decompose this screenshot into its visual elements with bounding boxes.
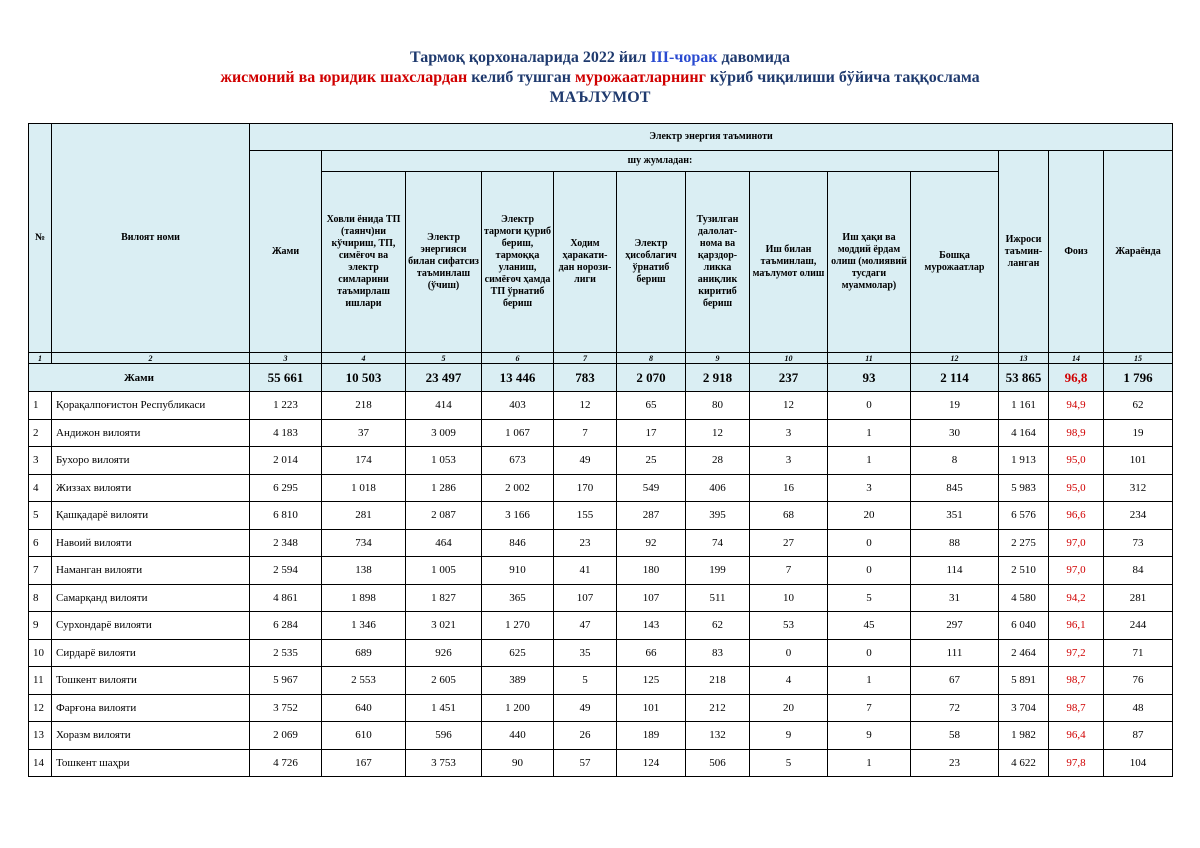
value-cell: 3 (750, 447, 828, 475)
value-cell: 414 (406, 392, 482, 420)
value-cell: 74 (686, 529, 750, 557)
column-number: 14 (1049, 353, 1104, 364)
col-7-header: Ходим ҳаракати-дан норози-лиги (554, 172, 617, 353)
value-cell: 351 (911, 502, 999, 530)
value-cell: 62 (1104, 392, 1173, 420)
value-cell: 1 451 (406, 694, 482, 722)
value-cell: 12 (750, 392, 828, 420)
col-8-header: Электр ҳисоблагич ўрнатиб бериш (617, 172, 686, 353)
region-name: Самарқанд вилояти (52, 584, 250, 612)
value-cell: 281 (1104, 584, 1173, 612)
row-number: 4 (29, 474, 52, 502)
value-cell: 1 018 (322, 474, 406, 502)
value-cell: 1 286 (406, 474, 482, 502)
value-cell: 2 464 (999, 639, 1049, 667)
row-number: 6 (29, 529, 52, 557)
row-number: 14 (29, 749, 52, 777)
value-cell: 7 (828, 694, 911, 722)
col-region-header: Вилоят номи (52, 124, 250, 353)
title-quarter: III-чорак (650, 49, 718, 66)
value-cell: 440 (482, 722, 554, 750)
value-cell: 0 (828, 639, 911, 667)
percent-cell: 98,7 (1049, 694, 1104, 722)
table-row (29, 694, 1173, 722)
value-cell: 6 040 (999, 612, 1049, 640)
region-name: Фарғона вилояти (52, 694, 250, 722)
percent-cell: 97,0 (1049, 529, 1104, 557)
value-cell: 26 (554, 722, 617, 750)
column-number: 13 (999, 353, 1049, 364)
col-9-header: Тузилган далолат-нома ва қарздор-ликка аниқлик киритиб бериш (686, 172, 750, 353)
total-cell: 10 503 (322, 364, 406, 392)
row-number: 2 (29, 419, 52, 447)
value-cell: 48 (1104, 694, 1173, 722)
value-cell: 4 861 (250, 584, 322, 612)
value-cell: 90 (482, 749, 554, 777)
region-name: Наманган вилояти (52, 557, 250, 585)
column-number: 7 (554, 353, 617, 364)
value-cell: 3 (750, 419, 828, 447)
value-cell: 2 594 (250, 557, 322, 585)
value-cell: 1 (828, 419, 911, 447)
total-row (29, 364, 1173, 392)
value-cell: 1 067 (482, 419, 554, 447)
value-cell: 66 (617, 639, 686, 667)
region-name: Хоразм вилояти (52, 722, 250, 750)
value-cell: 2 535 (250, 639, 322, 667)
region-name: Навоий вилояти (52, 529, 250, 557)
value-cell: 549 (617, 474, 686, 502)
row-number: 5 (29, 502, 52, 530)
subgroup-header: шу жумладан: (322, 151, 999, 172)
table-row (29, 474, 1173, 502)
value-cell: 138 (322, 557, 406, 585)
column-number: 6 (482, 353, 554, 364)
value-cell: 68 (750, 502, 828, 530)
value-cell: 5 (828, 584, 911, 612)
percent-cell: 94,9 (1049, 392, 1104, 420)
value-cell: 287 (617, 502, 686, 530)
value-cell: 45 (828, 612, 911, 640)
value-cell: 12 (686, 419, 750, 447)
value-cell: 2 002 (482, 474, 554, 502)
value-cell: 73 (1104, 529, 1173, 557)
percent-cell: 96,6 (1049, 502, 1104, 530)
value-cell: 1 898 (322, 584, 406, 612)
value-cell: 511 (686, 584, 750, 612)
value-cell: 218 (686, 667, 750, 695)
value-cell: 464 (406, 529, 482, 557)
region-name: Тошкент шаҳри (52, 749, 250, 777)
row-number: 12 (29, 694, 52, 722)
value-cell: 5 891 (999, 667, 1049, 695)
table-row (29, 584, 1173, 612)
value-cell: 20 (828, 502, 911, 530)
value-cell: 180 (617, 557, 686, 585)
value-cell: 30 (911, 419, 999, 447)
value-cell: 8 (911, 447, 999, 475)
value-cell: 23 (911, 749, 999, 777)
percent-cell: 94,2 (1049, 584, 1104, 612)
col-in-process-header: Жараёнда (1104, 151, 1173, 353)
column-number: 10 (750, 353, 828, 364)
table-row (29, 722, 1173, 750)
title-appeals: мурожаатларнинг (575, 69, 706, 86)
value-cell: 5 (554, 667, 617, 695)
value-cell: 19 (911, 392, 999, 420)
value-cell: 596 (406, 722, 482, 750)
value-cell: 84 (1104, 557, 1173, 585)
value-cell: 4 183 (250, 419, 322, 447)
value-cell: 506 (686, 749, 750, 777)
value-cell: 845 (911, 474, 999, 502)
value-cell: 4 580 (999, 584, 1049, 612)
column-number: 15 (1104, 353, 1173, 364)
column-number-row (29, 353, 1173, 364)
table-row (29, 612, 1173, 640)
value-cell: 2 605 (406, 667, 482, 695)
column-number: 2 (52, 353, 250, 364)
row-number: 9 (29, 612, 52, 640)
value-cell: 0 (828, 392, 911, 420)
percent-cell: 97,8 (1049, 749, 1104, 777)
value-cell: 199 (686, 557, 750, 585)
region-name: Қорақалпоғистон Республикаси (52, 392, 250, 420)
value-cell: 88 (911, 529, 999, 557)
table-row (29, 392, 1173, 420)
value-cell: 218 (322, 392, 406, 420)
col-10-header: Иш билан таъминлаш, маълумот олиш (750, 172, 828, 353)
table-row (29, 557, 1173, 585)
value-cell: 2 348 (250, 529, 322, 557)
value-cell: 281 (322, 502, 406, 530)
total-cell: 1 796 (1104, 364, 1173, 392)
value-cell: 406 (686, 474, 750, 502)
value-cell: 5 967 (250, 667, 322, 695)
percent-cell: 98,9 (1049, 419, 1104, 447)
region-name: Андижон вилояти (52, 419, 250, 447)
col-5-header: Электр энергияси билан сифатсиз таъминлаш (ўчиш) (406, 172, 482, 353)
table-row (29, 749, 1173, 777)
table-row (29, 502, 1173, 530)
col-12-header: Бошқа мурожаатлар (911, 172, 999, 353)
value-cell: 62 (686, 612, 750, 640)
value-cell: 1 005 (406, 557, 482, 585)
value-cell: 689 (322, 639, 406, 667)
value-cell: 1 (828, 447, 911, 475)
value-cell: 365 (482, 584, 554, 612)
total-cell: 23 497 (406, 364, 482, 392)
title-subject: жисмоний ва юридик шахслардан (220, 69, 468, 86)
column-number: 4 (322, 353, 406, 364)
value-cell: 0 (750, 639, 828, 667)
value-cell: 1 053 (406, 447, 482, 475)
value-cell: 19 (1104, 419, 1173, 447)
value-cell: 10 (750, 584, 828, 612)
row-number: 7 (29, 557, 52, 585)
value-cell: 83 (686, 639, 750, 667)
value-cell: 5 983 (999, 474, 1049, 502)
percent-cell: 95,0 (1049, 474, 1104, 502)
title-text-end: давомида (717, 49, 790, 66)
row-number: 8 (29, 584, 52, 612)
value-cell: 155 (554, 502, 617, 530)
percent-cell: 95,0 (1049, 447, 1104, 475)
percent-cell: 97,2 (1049, 639, 1104, 667)
value-cell: 47 (554, 612, 617, 640)
value-cell: 1 982 (999, 722, 1049, 750)
column-number: 5 (406, 353, 482, 364)
value-cell: 312 (1104, 474, 1173, 502)
column-number: 12 (911, 353, 999, 364)
value-cell: 610 (322, 722, 406, 750)
percent-cell: 98,7 (1049, 667, 1104, 695)
group-header-electric-supply: Электр энергия таъминоти (250, 124, 1173, 151)
value-cell: 625 (482, 639, 554, 667)
value-cell: 1 223 (250, 392, 322, 420)
col-number-header: № (29, 124, 52, 353)
table-row (29, 419, 1173, 447)
value-cell: 17 (617, 419, 686, 447)
value-cell: 27 (750, 529, 828, 557)
row-number: 10 (29, 639, 52, 667)
value-cell: 7 (750, 557, 828, 585)
report-title-line-1 (0, 48, 1200, 68)
value-cell: 3 (828, 474, 911, 502)
value-cell: 4 164 (999, 419, 1049, 447)
value-cell: 3 021 (406, 612, 482, 640)
value-cell: 25 (617, 447, 686, 475)
value-cell: 174 (322, 447, 406, 475)
value-cell: 9 (750, 722, 828, 750)
value-cell: 107 (617, 584, 686, 612)
row-number: 13 (29, 722, 52, 750)
value-cell: 6 284 (250, 612, 322, 640)
table-row (29, 667, 1173, 695)
value-cell: 67 (911, 667, 999, 695)
value-cell: 403 (482, 392, 554, 420)
value-cell: 0 (828, 557, 911, 585)
value-cell: 4 (750, 667, 828, 695)
column-number: 8 (617, 353, 686, 364)
percent-cell: 96,4 (1049, 722, 1104, 750)
column-number: 3 (250, 353, 322, 364)
value-cell: 20 (750, 694, 828, 722)
value-cell: 87 (1104, 722, 1173, 750)
col-percent-header: Фоиз (1049, 151, 1104, 353)
region-name: Бухоро вилояти (52, 447, 250, 475)
value-cell: 0 (828, 529, 911, 557)
total-cell: 2 114 (911, 364, 999, 392)
value-cell: 49 (554, 447, 617, 475)
value-cell: 1 (828, 749, 911, 777)
value-cell: 1 270 (482, 612, 554, 640)
total-cell: 2 918 (686, 364, 750, 392)
value-cell: 640 (322, 694, 406, 722)
value-cell: 143 (617, 612, 686, 640)
value-cell: 65 (617, 392, 686, 420)
value-cell: 3 752 (250, 694, 322, 722)
value-cell: 395 (686, 502, 750, 530)
region-name: Сирдарё вилояти (52, 639, 250, 667)
percent-cell: 97,0 (1049, 557, 1104, 585)
report-title-line-2 (0, 68, 1200, 88)
region-name: Тошкент вилояти (52, 667, 250, 695)
table-row (29, 529, 1173, 557)
report-title-line-3: МАЪЛУМОТ (549, 89, 651, 106)
value-cell: 244 (1104, 612, 1173, 640)
total-cell: 2 070 (617, 364, 686, 392)
value-cell: 297 (911, 612, 999, 640)
value-cell: 9 (828, 722, 911, 750)
value-cell: 107 (554, 584, 617, 612)
value-cell: 3 009 (406, 419, 482, 447)
value-cell: 111 (911, 639, 999, 667)
value-cell: 2 275 (999, 529, 1049, 557)
col-total-header: Жами (250, 151, 322, 353)
value-cell: 104 (1104, 749, 1173, 777)
value-cell: 6 810 (250, 502, 322, 530)
value-cell: 4 726 (250, 749, 322, 777)
value-cell: 6 295 (250, 474, 322, 502)
value-cell: 3 704 (999, 694, 1049, 722)
appeals-table (28, 123, 1173, 777)
value-cell: 673 (482, 447, 554, 475)
value-cell: 125 (617, 667, 686, 695)
value-cell: 16 (750, 474, 828, 502)
column-number: 11 (828, 353, 911, 364)
value-cell: 167 (322, 749, 406, 777)
col-executed-header: Ижроси таъмин-ланган (999, 151, 1049, 353)
total-cell: 237 (750, 364, 828, 392)
value-cell: 2 553 (322, 667, 406, 695)
value-cell: 1 161 (999, 392, 1049, 420)
value-cell: 6 576 (999, 502, 1049, 530)
value-cell: 28 (686, 447, 750, 475)
title-text: Тармоқ қорхоналарида 2022 йил (410, 49, 651, 66)
value-cell: 53 (750, 612, 828, 640)
value-cell: 114 (911, 557, 999, 585)
table-row (29, 447, 1173, 475)
value-cell: 101 (617, 694, 686, 722)
value-cell: 31 (911, 584, 999, 612)
value-cell: 41 (554, 557, 617, 585)
title-text-tail: кўриб чиқилиши бўйича таққослама (705, 69, 980, 86)
value-cell: 12 (554, 392, 617, 420)
value-cell: 2 510 (999, 557, 1049, 585)
row-number: 1 (29, 392, 52, 420)
value-cell: 734 (322, 529, 406, 557)
value-cell: 170 (554, 474, 617, 502)
value-cell: 910 (482, 557, 554, 585)
total-label: Жами (29, 364, 250, 392)
value-cell: 76 (1104, 667, 1173, 695)
value-cell: 234 (1104, 502, 1173, 530)
value-cell: 1 346 (322, 612, 406, 640)
value-cell: 1 200 (482, 694, 554, 722)
title-text-mid: келиб тушган (467, 69, 576, 86)
value-cell: 5 (750, 749, 828, 777)
value-cell: 101 (1104, 447, 1173, 475)
total-cell: 13 446 (482, 364, 554, 392)
value-cell: 2 014 (250, 447, 322, 475)
region-name: Қашқадарё вилояти (52, 502, 250, 530)
value-cell: 846 (482, 529, 554, 557)
value-cell: 1 (828, 667, 911, 695)
value-cell: 212 (686, 694, 750, 722)
row-number: 11 (29, 667, 52, 695)
value-cell: 23 (554, 529, 617, 557)
column-number: 9 (686, 353, 750, 364)
row-number: 3 (29, 447, 52, 475)
table-row (29, 639, 1173, 667)
total-cell: 55 661 (250, 364, 322, 392)
value-cell: 92 (617, 529, 686, 557)
col-6-header: Электр тармоги қуриб бериш, тармоққа уланиш, симёғоч ҳамда ТП ўрнатиб бериш (482, 172, 554, 353)
value-cell: 72 (911, 694, 999, 722)
total-cell: 783 (554, 364, 617, 392)
value-cell: 1 827 (406, 584, 482, 612)
value-cell: 189 (617, 722, 686, 750)
total-cell: 93 (828, 364, 911, 392)
region-name: Сурхондарё вилояти (52, 612, 250, 640)
col-4-header: Ховли ёнида ТП (таянч)ни кўчириш, ТП, симёғоч ва электр симларини таъмирлаш ишлари (322, 172, 406, 353)
col-11-header: Иш ҳақи ва моддий ёрдам олиш (молиявий тусдаги муаммолар) (828, 172, 911, 353)
region-name: Жиззах вилояти (52, 474, 250, 502)
value-cell: 7 (554, 419, 617, 447)
percent-cell: 96,1 (1049, 612, 1104, 640)
total-cell: 53 865 (999, 364, 1049, 392)
total-percent-cell: 96,8 (1049, 364, 1104, 392)
value-cell: 3 753 (406, 749, 482, 777)
value-cell: 926 (406, 639, 482, 667)
value-cell: 58 (911, 722, 999, 750)
value-cell: 1 913 (999, 447, 1049, 475)
value-cell: 2 087 (406, 502, 482, 530)
value-cell: 80 (686, 392, 750, 420)
value-cell: 57 (554, 749, 617, 777)
value-cell: 49 (554, 694, 617, 722)
value-cell: 3 166 (482, 502, 554, 530)
value-cell: 389 (482, 667, 554, 695)
value-cell: 37 (322, 419, 406, 447)
value-cell: 2 069 (250, 722, 322, 750)
value-cell: 35 (554, 639, 617, 667)
value-cell: 132 (686, 722, 750, 750)
value-cell: 71 (1104, 639, 1173, 667)
column-number: 1 (29, 353, 52, 364)
value-cell: 4 622 (999, 749, 1049, 777)
value-cell: 124 (617, 749, 686, 777)
